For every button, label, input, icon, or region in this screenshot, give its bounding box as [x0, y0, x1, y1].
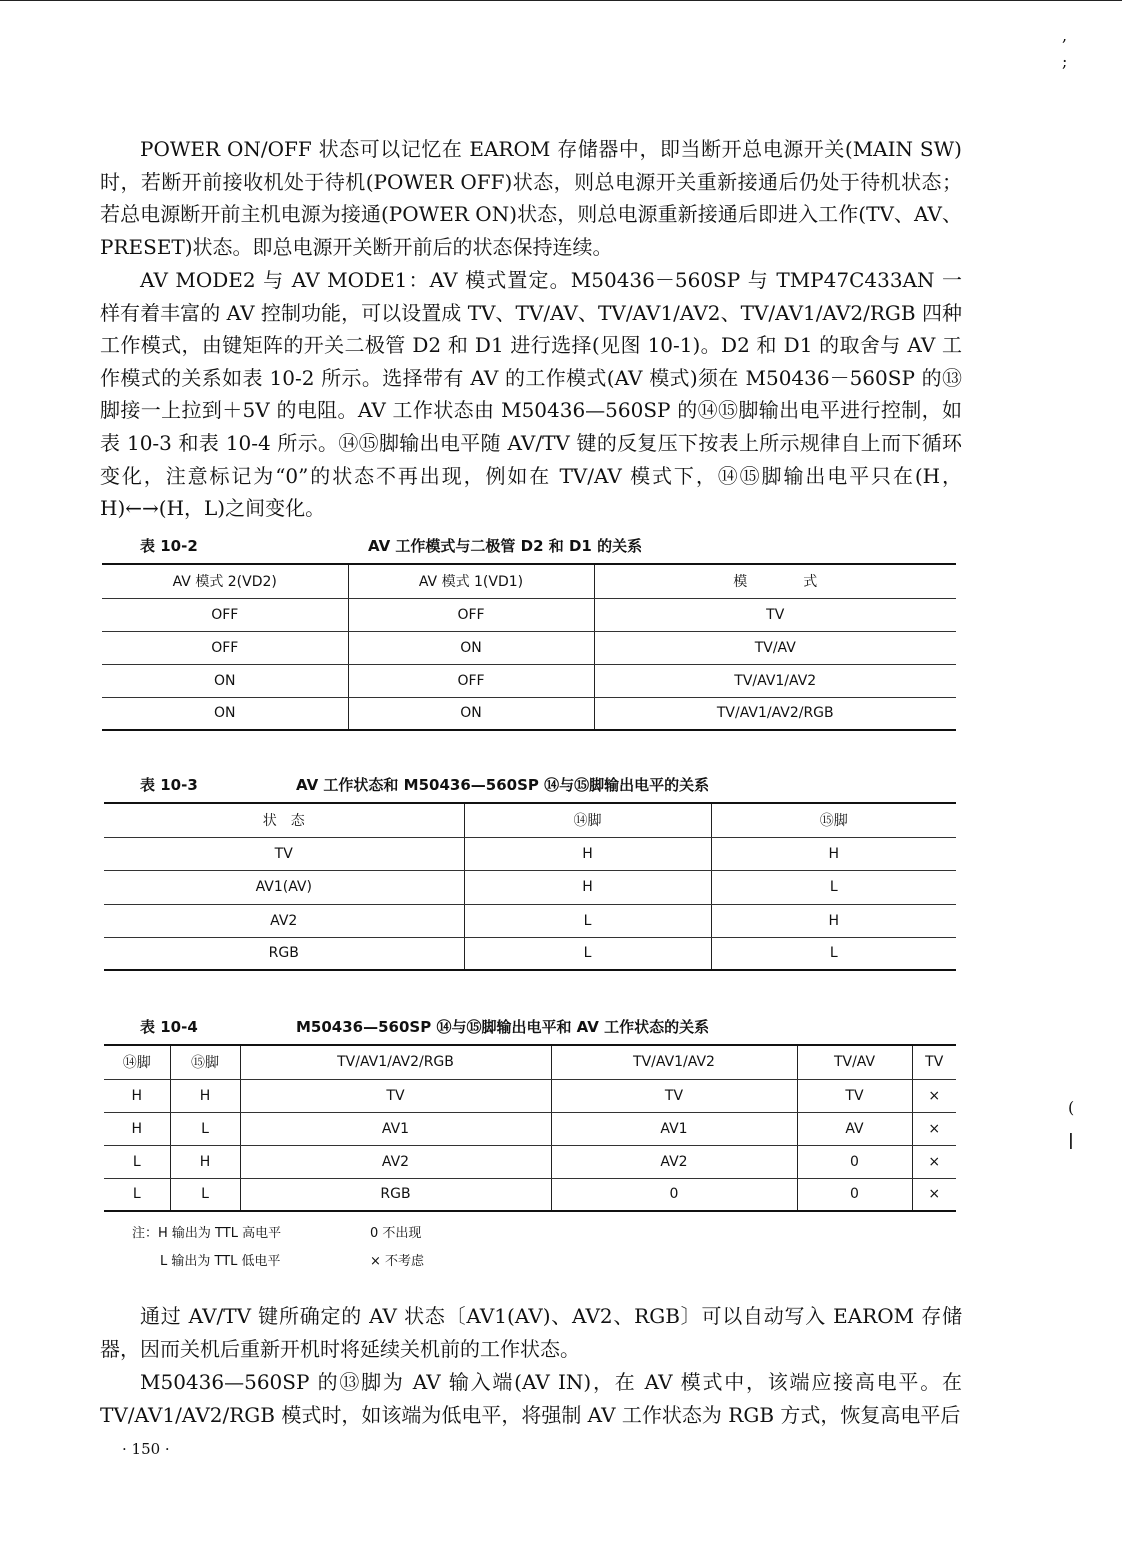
paragraph-earom-write: 通过 AV/TV 键所确定的 AV 状态〔AV1(AV)、AV2、RGB〕可以自动写入 EAROM 存储器，因而关机后重新开机时将延续关机前的工作状态。 [100, 1304, 962, 1361]
table-row [104, 1079, 956, 1112]
table-cell: L [711, 937, 956, 970]
table-cell: OFF [348, 664, 594, 697]
margin-mark: | [1068, 1130, 1074, 1149]
margin-mark: ; [1062, 52, 1068, 71]
table-title: AV 工作状态和 M50436—560SP ⑭与⑮脚输出电平的关系 [296, 776, 710, 794]
table-cell: TV/AV [594, 631, 956, 664]
table-cell: H [170, 1079, 240, 1112]
margin-mark: , [1062, 26, 1068, 45]
table-cell: ON [102, 664, 348, 697]
table-cell: L [464, 904, 711, 937]
table-cell: 0 [551, 1178, 797, 1211]
table-cell: L [104, 1178, 170, 1211]
table-header-cell: 模 式 [594, 564, 956, 598]
table-cell: AV1 [240, 1112, 551, 1145]
table-cell: L [170, 1112, 240, 1145]
table-header-cell: ⑮脚 [711, 803, 956, 837]
table-cell: 0 [797, 1145, 912, 1178]
table-cell: × [912, 1145, 956, 1178]
table-cell: L [464, 937, 711, 970]
table-10-2 [102, 563, 956, 731]
table-header-cell: ⑭脚 [104, 1045, 170, 1079]
table-cell: TV/AV1/AV2 [594, 664, 956, 697]
table-cell: AV2 [104, 904, 464, 937]
table-header-cell: 状 态 [104, 803, 464, 837]
note-zero-meaning: 0 不出现 [370, 1226, 422, 1241]
table-header-cell: TV/AV1/AV2/RGB [240, 1045, 551, 1079]
table-label: 表 10-3 [140, 776, 198, 794]
table-cell: ON [102, 697, 348, 730]
table-row [104, 937, 956, 970]
paragraph-av-in: M50436—560SP 的⑬脚为 AV 输入端(AV IN)，在 AV 模式中，该端应接高电平。在 TV/AV1/AV2/RGB 模式时，如该端为低电平，将强制 AV 工作状态为 RGB 方式，恢复高电平后 [100, 1370, 962, 1427]
table-cell: L [104, 1145, 170, 1178]
table-row [102, 664, 956, 697]
table-cell: × [912, 1079, 956, 1112]
margin-mark: ( [1068, 1098, 1075, 1117]
table-row [104, 1145, 956, 1178]
page-number: · 150 · [122, 1440, 170, 1458]
table-header-cell: TV/AV [797, 1045, 912, 1079]
table-row [102, 631, 956, 664]
note-h-level: 注：H 输出为 TTL 高电平 [132, 1226, 282, 1241]
table-cell: ON [348, 697, 594, 730]
table-header-cell: ⑮脚 [170, 1045, 240, 1079]
note-x-meaning: × 不考虑 [370, 1254, 425, 1269]
table-cell: TV [594, 598, 956, 631]
table-cell: AV1(AV) [104, 870, 464, 904]
table-cell: ON [348, 631, 594, 664]
table-row [102, 598, 956, 631]
table-cell: OFF [348, 598, 594, 631]
table-cell: TV [104, 837, 464, 870]
table-cell: 0 [797, 1178, 912, 1211]
table-cell: L [711, 870, 956, 904]
table-cell: AV1 [551, 1112, 797, 1145]
table-cell: AV2 [551, 1145, 797, 1178]
table-cell: H [170, 1145, 240, 1178]
table-cell: OFF [102, 598, 348, 631]
table-cell: H [464, 837, 711, 870]
table-row [104, 904, 956, 937]
top-border-line [0, 0, 1122, 1]
table-cell: AV [797, 1112, 912, 1145]
paragraph-av-mode: AV MODE2 与 AV MODE1：AV 模式置定。M50436－560SP 与 TMP47C433AN 一样有着丰富的 AV 控制功能，可以设置成 TV、TV/AV、TV/AV1/AV2、TV/AV1/AV2/RGB 四种工作模式，由键矩阵的开关二极管 D2 和 D1 进行选择(见图 10-1)。D2 和 D1 的取舍与 AV 工作模式的关系如表 10-2 所示。选择带有 AV 的工作模式(AV 模式)须在 M50436－560SP 的⑬脚接一上拉到＋5V 的电阻。AV 工作状态由 M50436—560SP 的⑭⑮脚输出电平进行控制，如表 10-3 和表 10-4 所示。⑭⑮脚输出电平随 AV/TV 键的反复压下按表上所示规律自上而下循环变化，注意标记为“0”的状态不再出现，例如在 TV/AV 模式下，⑭⑮脚输出电平只在(H，H)←→(H，L)之间变化。 [100, 268, 962, 521]
table-row [104, 1112, 956, 1145]
table-header-cell: AV 模式 1(VD1) [348, 564, 594, 598]
table-header-cell: ⑭脚 [464, 803, 711, 837]
table-cell: TV [240, 1079, 551, 1112]
table-cell: TV [551, 1079, 797, 1112]
table-row [104, 870, 956, 904]
table-cell: AV2 [240, 1145, 551, 1178]
table-header-cell: TV/AV1/AV2 [551, 1045, 797, 1079]
table-row [102, 697, 956, 730]
table-cell: OFF [102, 631, 348, 664]
table-10-4 [104, 1044, 956, 1212]
table-10-3 [104, 802, 956, 971]
table-cell: RGB [240, 1178, 551, 1211]
table-header-cell: TV [912, 1045, 956, 1079]
table-cell: H [711, 837, 956, 870]
table-cell: × [912, 1112, 956, 1145]
table-row [104, 837, 956, 870]
table-header-cell: AV 模式 2(VD2) [102, 564, 348, 598]
table-cell: × [912, 1178, 956, 1211]
table-label: 表 10-2 [140, 537, 198, 555]
table-cell: H [104, 1112, 170, 1145]
table-row [104, 1178, 956, 1211]
table-cell: RGB [104, 937, 464, 970]
note-l-level: L 输出为 TTL 低电平 [160, 1254, 281, 1269]
table-cell: TV [797, 1079, 912, 1112]
table-cell: L [170, 1178, 240, 1211]
table-cell: H [711, 904, 956, 937]
table-cell: H [464, 870, 711, 904]
table-title: AV 工作模式与二极管 D2 和 D1 的关系 [368, 537, 643, 555]
table-label: 表 10-4 [140, 1018, 198, 1036]
paragraph-power-memory: POWER ON/OFF 状态可以记忆在 EAROM 存储器中，即当断开总电源开关(MAIN SW)时，若断开前接收机处于待机(POWER OFF)状态，则总电源开关重新接通后仍处于待机状态；若总电源断开前主机电源为接通(POWER ON)状态，则总电源重新接通后即进入工作(TV、AV、PRESET)状态。即总电源开关断开前后的状态保持连续。 [100, 137, 962, 259]
table-cell: H [104, 1079, 170, 1112]
table-cell: TV/AV1/AV2/RGB [594, 697, 956, 730]
table-title: M50436—560SP ⑭与⑮脚输出电平和 AV 工作状态的关系 [296, 1018, 710, 1036]
